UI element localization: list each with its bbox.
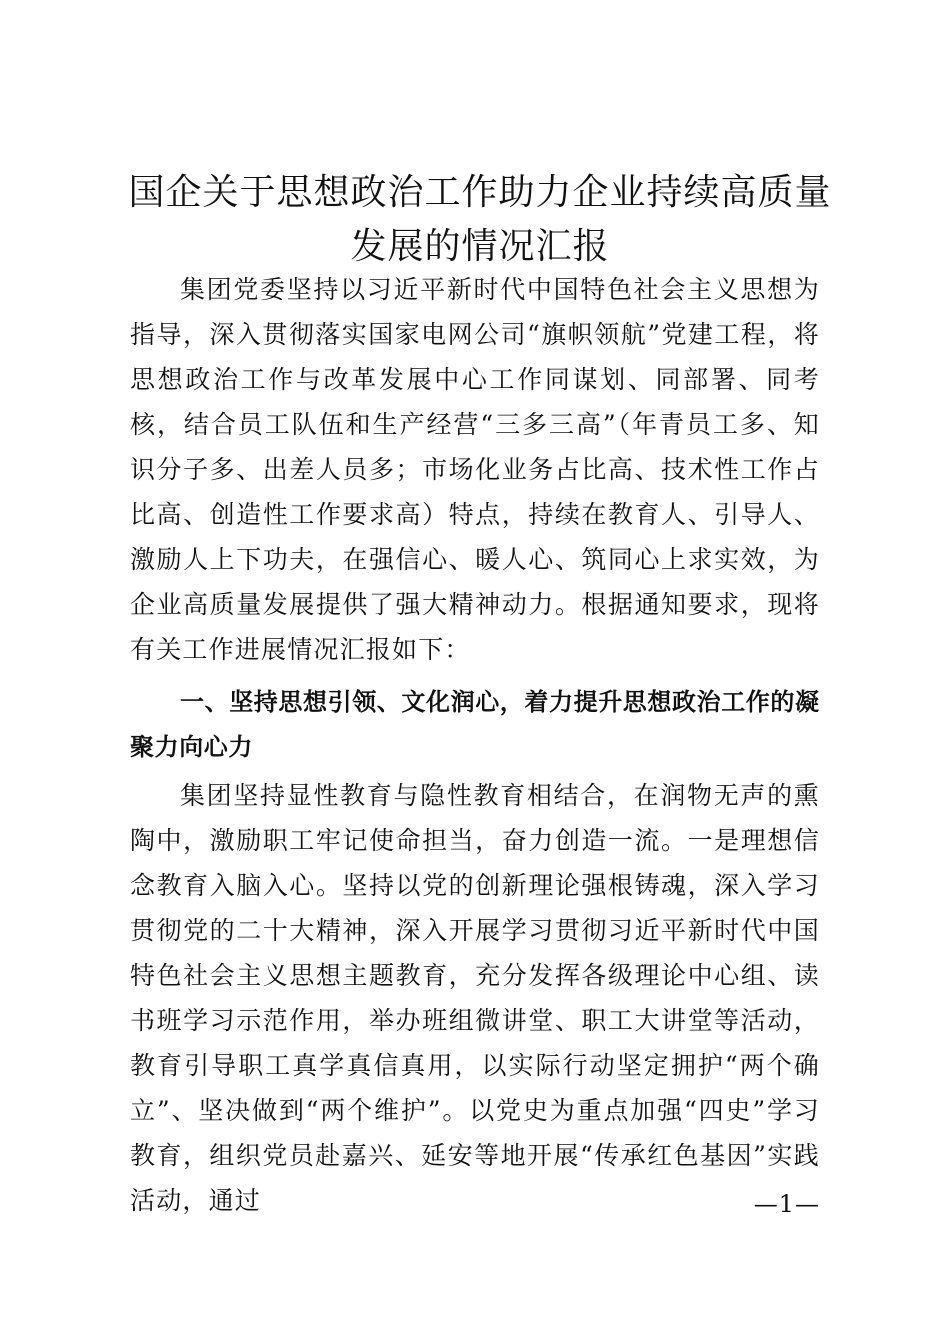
section-body-paragraph: 集团坚持显性教育与隐性教育相结合，在润物无声的熏陶中，激励职工牢记使命担当，奋力创造一流。一是理想信念教育入脑入心。坚持以党的创新理论强根铸魂，深入学习贯彻党的二十大精神，深入开展学习贯彻习近平新时代中国特色社会主义思想主题教育，充分发挥各级理论中心组、读书班学习示范作用，举办班组微讲堂、职工大讲堂等活动，教育引导职工真学真信真用，以实际行动坚定拥护“两个确立”、坚决做到“两个维护”。以党史为重点加强“四史”学习教育，组织党员赴嘉兴、延安等地开展“传承红色基因”实践活动，通过	[130, 781, 820, 1215]
document-title: 国企关于思想政治工作助力企业持续高质量发展的情况汇报	[128, 172, 832, 267]
section-heading: 一、坚持思想引领、文化润心，着力提升思想政治工作的凝聚力向心力	[130, 688, 820, 761]
page-number: —1—	[753, 1190, 820, 1218]
intro-paragraph: 集团党委坚持以习近平新时代中国特色社会主义思想为指导，深入贯彻落实国家电网公司“旗帜领航”党建工程，将思想政治工作与改革发展中心工作同谋划、同部署、同考核，结合员工队伍和生产经营“三多三高”（年青员工多、知识分子多、出差人员多；市场化业务占比高、技术性工作占比高、创造性工作要求高）特点，持续在教育人、引导人、激励人上下功夫，在强信心、暖人心、筑同心上求实效，为企业高质量发展提供了强大精神动力。根据通知要求，现将有关工作进展情况汇报如下：	[130, 275, 820, 664]
